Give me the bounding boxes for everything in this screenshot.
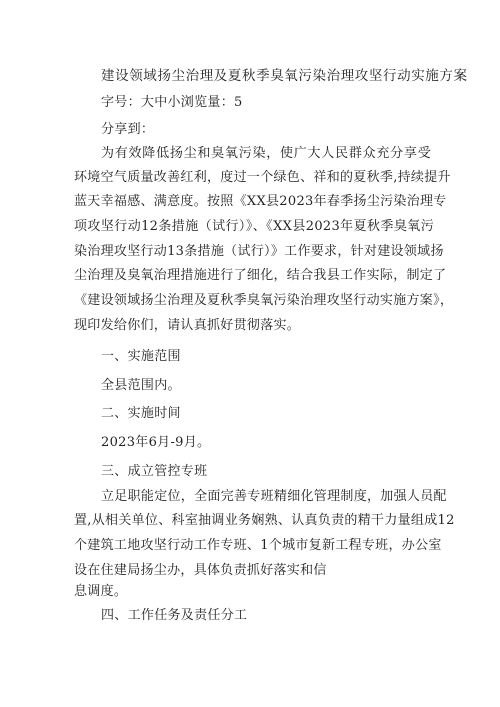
wordsize-pageviews-line: 字号：大中小浏览量：5 [101,95,243,110]
share-line: 分享到： [101,122,155,137]
section-heading: 三、成立管控专班 [101,464,208,479]
paragraph-line: 环境空气质量改善红利，度过一个绿色、祥和的夏秋季,持续提升 [74,170,451,185]
section-heading: 四、工作任务及责任分工 [101,608,248,623]
paragraph-line: 项攻坚行动12条措施（试行）》、《XX县2023年夏秋季臭氧污 [74,219,434,234]
section-heading: 一、实施范围 [101,349,181,364]
paragraph-line: 个建筑工地攻坚行动工作专班、1个城市复新工程专班，办公室 [74,538,442,553]
section-heading: 二、实施时间 [101,406,181,421]
paragraph-line: 置,从相关单位、科室抽调业务娴熟、认真负责的精干力量组成12 [74,513,455,528]
paragraph-line: 息调度。 [74,584,128,599]
paragraph-line: 为有效降低扬尘和臭氧污染，使广大人民群众充分享受 [101,146,431,161]
document-title: 建设领域扬尘治理及夏秋季臭氧污染治理攻坚行动实施方案 [101,68,468,84]
paragraph-line: 尘治理及臭氧治理措施进行了细化，结合我县工作实际，制定了 [74,268,447,283]
paragraph-line: 立足职能定位，全面完善专班精细化管理制度，加强人员配 [101,489,447,504]
paragraph-line: 设在住建局扬尘办，具体负责抓好落实和信 [74,563,327,578]
section-body: 2023年6月-9月。 [101,435,211,450]
section-body: 全县范围内。 [101,378,181,393]
paragraph-line: 染治理攻坚行动13条措施（试行）》工作要求，针对建设领域扬 [74,244,444,259]
paragraph-line: 蓝天幸福感、满意度。按照《XX县2023年春季扬尘污染治理专 [74,194,447,209]
paragraph-line: 现印发给你们，请认真抓好贯彻落实。 [74,318,301,333]
paragraph-line: 《建设领域扬尘治理及夏秋季臭氧污染治理攻坚行动实施方案》， [74,293,454,308]
